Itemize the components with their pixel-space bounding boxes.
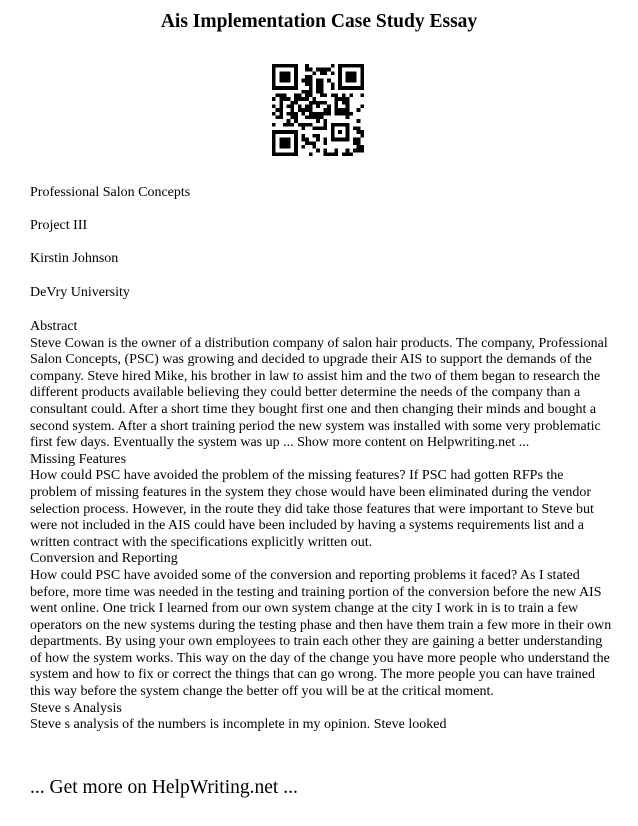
missing-features-heading: Missing Features <box>30 451 127 467</box>
meta-university: DeVry University <box>30 285 130 300</box>
meta-project: Project III <box>30 218 88 233</box>
essay-body <box>30 319 612 734</box>
qr-code <box>272 64 364 156</box>
footer-link[interactable]: ... Get more on HelpWriting.net ... <box>30 777 298 798</box>
meta-company: Professional Salon Concepts <box>30 185 191 200</box>
conversion-paragraph: How could PSC have avoided some of the conversion and reporting problems it faced? As I stated before, more time was needed in the testing and training portion of the conversion before the new AIS went online. One trick I learned from our own system change at the city I work in is to train a few operators on the new systems during the testing phase and then have them train a few more in their own departments. By using your own employees to train each other they are gaining a better understanding of how the system works. This way on the day of the change you have more people who understand the system and how to fix or correct the things that can go wrong. The more people you can have trained this way before the system change the better off you will be at the critical moment. <box>30 567 612 700</box>
abstract-heading: Abstract <box>30 319 78 334</box>
conversion-heading: Conversion and Reporting <box>30 551 178 567</box>
document-title: Ais Implementation Case Study Essay <box>160 11 478 32</box>
meta-author: Kirstin Johnson <box>30 251 119 266</box>
analysis-paragraph: Steve s analysis of the numbers is incomplete in my opinion. Steve looked <box>30 717 447 733</box>
abstract-paragraph: Steve Cowan is the owner of a distribution company of salon hair products. The company, Professional Salon Concepts, (PSC) was growing and decided to upgrade their AIS to support the demands of the company. Steve hired Mike, his brother in law to assist him and the two of them began to research the different products available believing they could better determine the needs of the company than a consultant could. After a short time they bought first one and then changing their minds and bought a second system. After a short training period the new system was installed with some very problematic first few days. Eventually the system was up ... Show more content on Helpwriting.net ... <box>30 335 608 451</box>
missing-features-paragraph: How could PSC have avoided the problem of the missing features? If PSC had gotten RFPs the problem of missing features in the system they chose would have been eliminated during the vendor selection process. However, in the route they did take those features that were important to Steve but were not included in the AIS could have been included by having a systems requirements list and a written contract with the specifications explicitly written out. <box>30 468 594 550</box>
analysis-heading: Steve s Analysis <box>30 700 122 716</box>
